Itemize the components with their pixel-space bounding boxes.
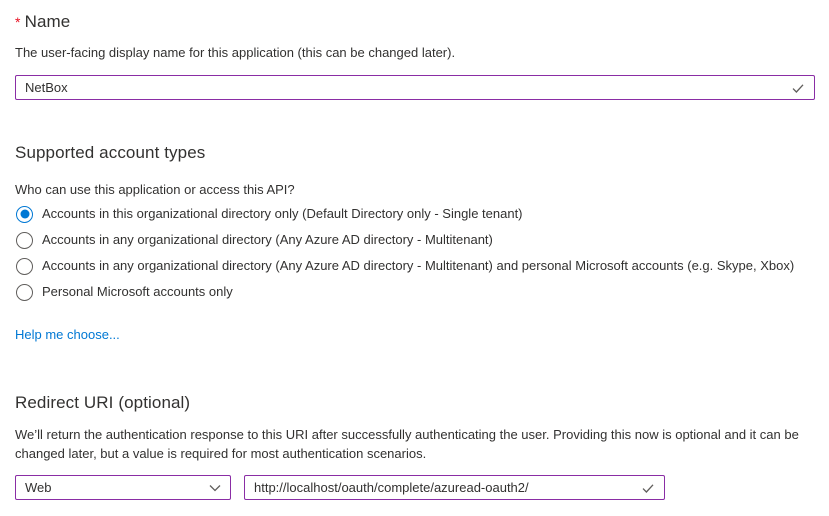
redirect-uri-section-title: Redirect URI (optional) <box>15 393 191 412</box>
platform-select[interactable] <box>15 475 231 500</box>
account-types-section-title: Supported account types <box>15 143 206 162</box>
account-types-radio-group <box>15 201 815 305</box>
chevron-down-icon <box>208 481 222 495</box>
radio-selected-icon[interactable] <box>16 206 33 223</box>
redirect-uri-description: We’ll return the authentication response to this URI after successfully authenticating the user. Providing this now is optional and it can be changed later, but a value is required for most authentication scenarios. <box>15 427 799 461</box>
name-input[interactable] <box>16 76 814 99</box>
name-title-text: Name <box>24 12 71 31</box>
radio-single-tenant[interactable] <box>15 201 815 227</box>
redirect-uri-input-wrapper <box>244 475 665 500</box>
radio-label: Accounts in any organizational directory (Any Azure AD directory - Multitenant) and personal Microsoft accounts (e.g. Skype, Xbox) <box>42 258 795 273</box>
radio-label: Accounts in this organizational directory only (Default Directory only - Single tenant) <box>42 206 523 221</box>
radio-label: Personal Microsoft accounts only <box>42 284 233 299</box>
radio-unselected-icon[interactable] <box>16 232 33 249</box>
radio-unselected-icon[interactable] <box>16 258 33 275</box>
help-me-choose-link[interactable]: Help me choose... <box>15 327 120 342</box>
name-description: The user-facing display name for this application (this can be changed later). <box>15 45 456 60</box>
radio-unselected-icon[interactable] <box>16 284 33 301</box>
redirect-uri-input[interactable] <box>245 476 664 499</box>
name-section-title <box>15 12 815 32</box>
redirect-uri-controls <box>15 475 815 500</box>
radio-multitenant[interactable] <box>15 227 815 253</box>
account-types-question: Who can use this application or access this API? <box>15 182 295 197</box>
radio-label: Accounts in any organizational directory (Any Azure AD directory - Multitenant) <box>42 232 493 247</box>
required-asterisk: * <box>15 14 21 30</box>
platform-select-value: Web <box>25 480 52 495</box>
radio-personal-only[interactable] <box>15 279 815 305</box>
radio-multitenant-personal[interactable] <box>15 253 815 279</box>
name-input-wrapper <box>15 75 815 100</box>
